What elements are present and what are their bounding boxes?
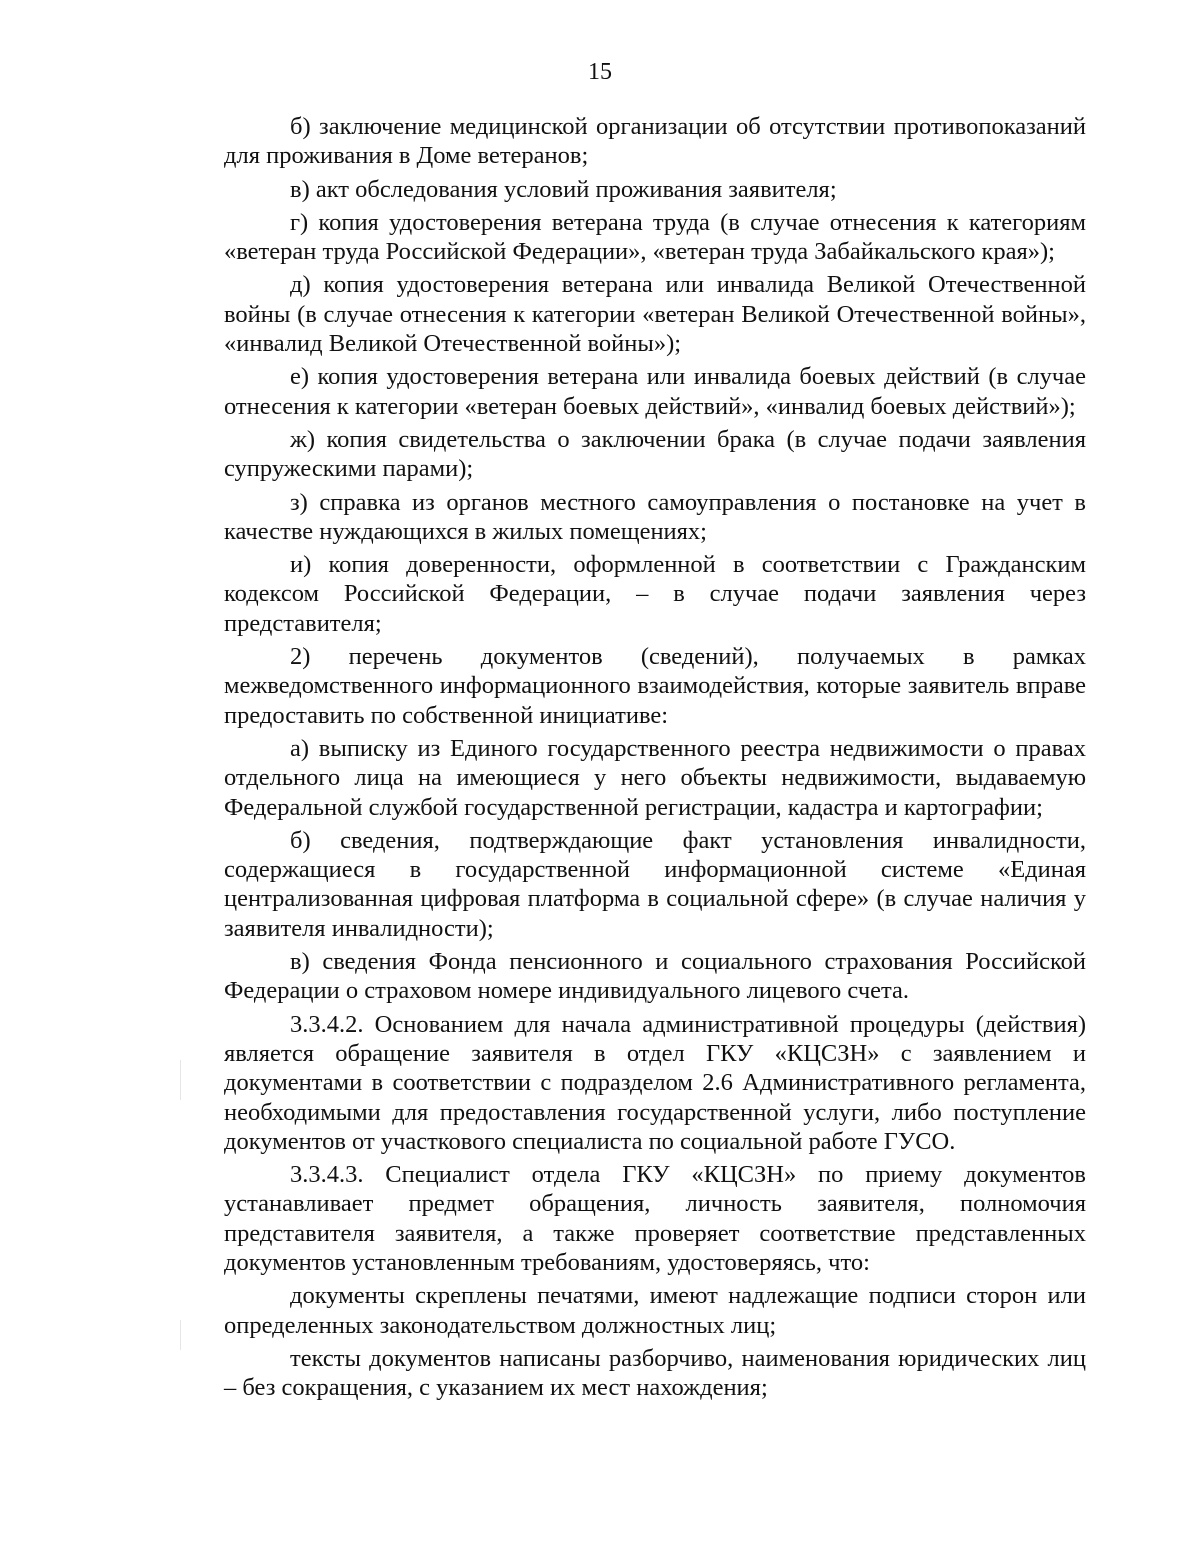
paragraph-3-3-4-3: 3.3.4.3. Специалист отдела ГКУ «КЦСЗН» по приему документов устанавливает предмет обращения, личность заявителя, полномочия представителя заявителя, а также проверяет соответствие представленных документов установленным требованиям, удостоверяясь, что: [224,1161,1086,1276]
paragraph-d-ww2-veteran-id: д) копия удостоверения ветерана или инвалида Великой Отечественной войны (в случае отнесения к категории «ветеран Великой Отечественной войны», «инвалид Великой Отечественной войны»); [224,271,1086,358]
paragraph-b-disability-information: б) сведения, подтверждающие факт установления инвалидности, содержащиеся в государственной информационной системе «Единая централизованная цифровая платформа в социальной сфере» (в случае наличия у заявителя инвалидности); [224,826,1086,942]
paragraph-a-real-estate-extract: а) выписку из Единого государственного реестра недвижимости о правах отдельного лица на имеющиеся у него объекты недвижимости, выдаваемую Федеральной службой государственной регистрации, кадастра и картографии; [224,734,1086,821]
paragraph-v-inspection-act: в) акт обследования условий проживания заявителя; [290,175,837,203]
document-body [224,112,1086,1402]
paragraph-v-pension-fund-information: в) сведения Фонда пенсионного и социального страхования Российской Федерации о страховом номере индивидуального лицевого счета. [224,948,1086,1005]
page-number: 15 [588,59,612,85]
paragraph-documents-legible: тексты документов написаны разборчиво, наименования юридических лиц – без сокращения, с указанием их мест нахождения; [224,1344,1086,1402]
scan-margin-mark [180,1060,181,1100]
paragraph-documents-sealed: документы скреплены печатями, имеют надлежащие подписи сторон или определенных законодательством должностных лиц; [224,1282,1086,1339]
paragraph-3-3-4-2: 3.3.4.2. Основанием для начала административной процедуры (действия) является обращение заявителя в отдел ГКУ «КЦСЗН» с заявлением и документами в соответствии с подразделом 2.6 Административного регламента, необходимыми для предоставления государственной услуги, либо поступление документов от участкового специалиста по социальной работе ГУСО. [224,1010,1086,1155]
paragraph-z-housing-need-certificate: з) справка из органов местного самоуправления о постановке на учет в качестве нуждающихся в жилых помещениях; [224,488,1086,545]
paragraph-g-labor-veteran-id: г) копия удостоверения ветерана труда (в случае отнесения к категориям «ветеран труда Российской Федерации», «ветеран труда Забайкальского края»); [224,208,1086,266]
paragraph-b-medical-conclusion: б) заключение медицинской организации об отсутствии противопоказаний для проживания в Доме ветеранов; [224,113,1086,170]
paragraph-2-interagency-documents: 2) перечень документов (сведений), получаемых в рамках межведомственного информационного взаимодействия, которые заявитель вправе предоставить по собственной инициативе: [224,643,1086,729]
paragraph-e-combat-veteran-id: е) копия удостоверения ветерана или инвалида боевых действий (в случае отнесения к категории «ветеран боевых действий», «инвалид боевых действий»); [224,363,1086,420]
paragraph-zh-marriage-certificate: ж) копия свидетельства о заключении брака (в случае подачи заявления супружескими парами); [224,425,1086,483]
paragraph-i-power-of-attorney: и) копия доверенности, оформленной в соответствии с Гражданским кодексом Российской Федерации, – в случае подачи заявления через представителя; [224,551,1086,637]
scan-margin-mark [180,1320,181,1350]
